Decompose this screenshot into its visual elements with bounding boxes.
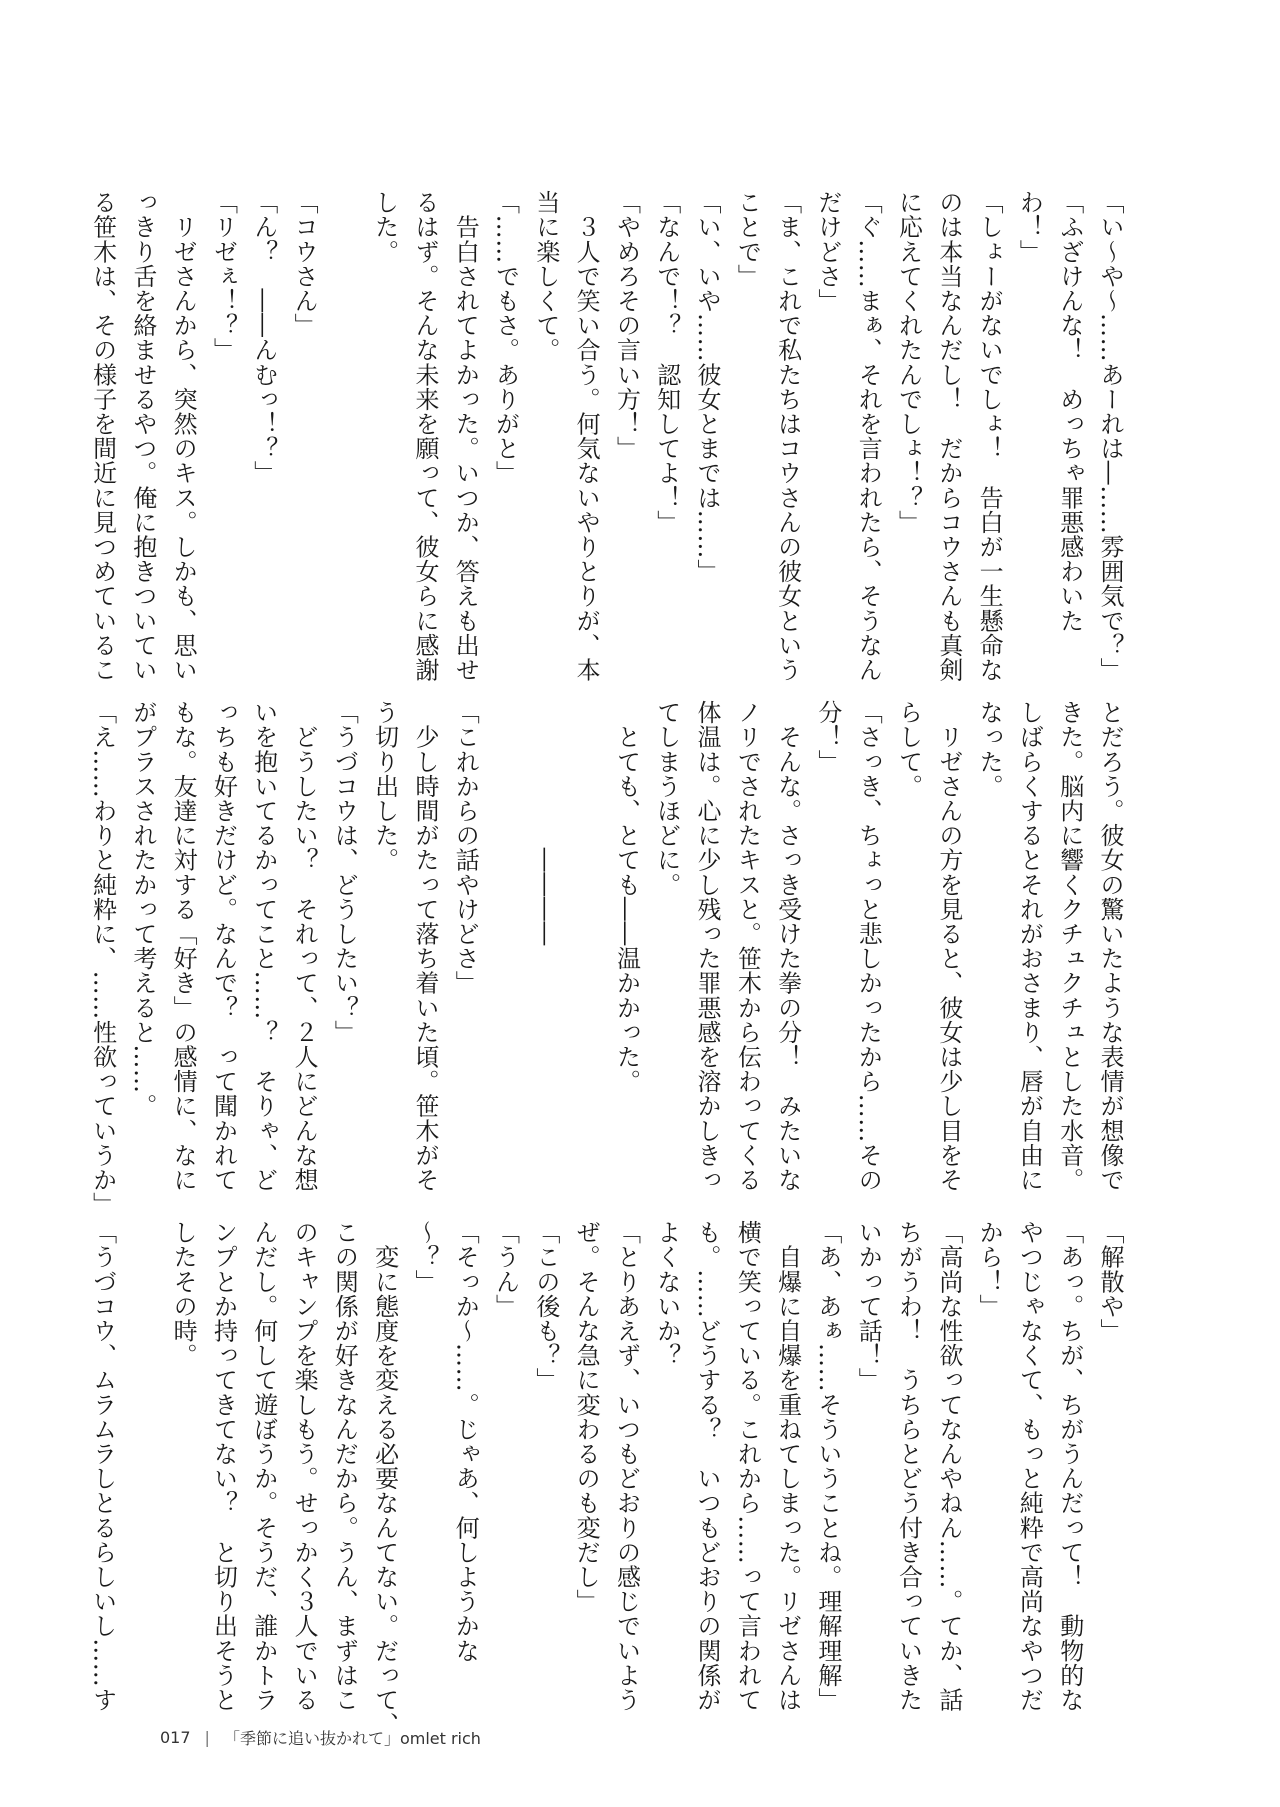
text-line: もな。友達に対する「好き」の感情に、なに (169, 700, 198, 1192)
text-line: も。……どうする？ いつもどおりの関係が (693, 1220, 722, 1712)
text-line: 体温は。心に少し残った罪悪感を溶かしきっ (693, 700, 722, 1192)
text-line: とても、とても――温かかった。 (612, 700, 641, 1094)
text-line (324, 190, 364, 680)
text-line: 「ぐ……まぁ、それを言われたら、そうなん (854, 190, 883, 682)
book-title: 「季節に追い抜かれて」omlet rich (223, 1729, 481, 1748)
text-line: 「しょーがないでしょ！ 告白が一生懸命な (975, 190, 1004, 682)
text-line: 「高尚な性欲ってなんやねん……。てか、話 (934, 1220, 963, 1712)
text-line: んだし。何して遊ぼうか。そうだ、誰かトラ (249, 1220, 278, 1712)
text-line: 「あっ。ちが、ちがうんだって！ 動物的な (1055, 1220, 1084, 1712)
text-line: 告白されてよかった。いつか、答えも出せ (451, 190, 480, 682)
text-line: 横で笑っている。これから……って言われて (733, 1220, 762, 1712)
text-line: しばらくするとそれがおさまり、唇が自由に (1015, 700, 1044, 1192)
text-line (485, 700, 525, 1215)
footer-separator: | (204, 1728, 210, 1747)
text-line: 当に楽しくて。 (531, 190, 560, 363)
text-line: リゼさんから、突然のキス。しかも、思い (169, 190, 198, 682)
text-line: 「この後も？」 (531, 1220, 560, 1393)
text-line: なった。 (975, 700, 1004, 799)
text-line: のは本当なんだし！ だからコウさんも真剣 (934, 190, 963, 682)
text-line: よくないか？ (652, 1220, 681, 1368)
text-line: 「解散や」 (1096, 1220, 1124, 1343)
text-line: っきり舌を絡ませるやつ。俺に抱きついてい (128, 190, 157, 682)
text-line: したその時。 (169, 1220, 198, 1368)
text-line: リゼさんの方を見ると、彼女は少し目をそ (934, 700, 963, 1192)
text-tier-bottom (88, 1220, 1130, 1737)
text-line: 「とりあえず、いつもどおりの感じでいよう (612, 1220, 641, 1712)
text-line: ちがうわ！ うちらとどう付き合っていきた (894, 1220, 923, 1712)
text-line: ことで」 (733, 190, 762, 289)
text-line: 〜？」 (410, 1220, 439, 1294)
text-tier-top (88, 190, 1130, 682)
text-line: いかって話！」 (854, 1220, 883, 1393)
text-line: 「え……わりと純粋に、……性欲っていうか」 (88, 700, 117, 1217)
text-line: 「これからの話やけどさ」 (451, 700, 480, 996)
text-line: だけどさ」 (813, 190, 842, 313)
text-line: 「……でもさ。ありがと」 (491, 190, 520, 486)
page-number: 017 (160, 1728, 191, 1747)
text-line: ぜ。そんな急に変わるのも変だし」 (572, 1220, 601, 1614)
text-line: 「い、いや……彼女とまでは……」 (693, 190, 722, 584)
text-line: この関係が好きなんだから。うん、まずはこ (330, 1220, 359, 1712)
text-line: やつじゃなくて、もっと純粋で高尚なやつだ (1015, 1220, 1044, 1712)
text-line: 「そっか〜……。じゃあ、何しようかな (451, 1220, 480, 1663)
text-line: 「あ、あぁ……そういうことね。理解理解」 (813, 1220, 842, 1712)
text-line: そんな。さっき受けた拳の分！ みたいな (773, 700, 802, 1192)
text-line: 「さっき、ちょっと悲しかったから……その (854, 700, 883, 1192)
text-line: いを抱いてるかってこと……？ そりゃ、ど (249, 700, 278, 1192)
text-line: 自爆に自爆を重ねてしまった。リゼさんは (773, 1220, 802, 1712)
text-line: 「うん」 (491, 1220, 520, 1319)
text-line: 分！」 (813, 700, 842, 774)
text-tier-middle (88, 700, 1130, 1217)
text-line: らして。 (894, 700, 923, 799)
text-line: う切り出した。 (370, 700, 399, 873)
text-line: きた。脳内に響くクチュクチュとした水音。 (1055, 700, 1084, 1192)
text-line: わ！」 (1015, 190, 1044, 264)
text-line: とだろう。彼女の驚いたような表情が想像で (1096, 700, 1124, 1192)
text-line: ３人で笑い合う。何気ないやりとりが、本 (572, 190, 601, 682)
text-line: 「うづコウは、どうしたい？」 (330, 700, 359, 1045)
page-footer (160, 1726, 481, 1749)
text-line: てしまうほどに。 (652, 700, 681, 897)
text-line: ―――― (531, 700, 560, 946)
text-line: 「なんで！？ 認知してよ！」 (652, 190, 681, 535)
text-line: ノリでされたキスと。笹木から伝わってくる (733, 700, 762, 1192)
text-line: 「い〜や〜……あーれは―……雰囲気で？」 (1096, 190, 1124, 682)
text-line: がプラスされたかって考えると……。 (128, 700, 157, 1119)
text-line: 「リゼぇ！？」 (209, 190, 238, 363)
text-line: のキャンプを楽しもう。せっかく３人でいる (290, 1220, 319, 1712)
text-line: っちも好きだけど。なんで？ って聞かれて (209, 700, 238, 1192)
text-line: る笹木は、その様子を間近に見つめているこ (88, 190, 117, 682)
text-line: どうしたい？ それって、２人にどんな想 (290, 700, 319, 1192)
text-line: 「ふざけんな！ めっちゃ罪悪感わいた (1055, 190, 1084, 633)
text-line: 「コウさん」 (290, 190, 319, 338)
text-line: 「やめろその言い方！」 (612, 190, 641, 461)
text-line: 「ま、これで私たちはコウさんの彼女という (773, 190, 802, 682)
text-line: に応えてくれたんでしょ！？」 (894, 190, 923, 535)
text-line (123, 1220, 163, 1690)
text-line: 変に態度を変える必要なんてない。だって、 (370, 1220, 399, 1737)
text-line: るはず。そんな未来を願って、彼女らに感謝 (410, 190, 439, 682)
text-line: 少し時間がたって落ち着いた頃。笹木がそ (410, 700, 439, 1192)
text-line: から！」 (975, 1220, 1004, 1319)
text-line (566, 700, 606, 1215)
text-line: 「ん？ ――んむっ！？」 (249, 190, 278, 486)
text-line: した。 (370, 190, 399, 264)
text-line: ンプとか持ってきてない？ と切り出そうと (209, 1220, 238, 1712)
text-line: 「うづコウ、ムラムラしとるらしいし……す (88, 1220, 117, 1712)
